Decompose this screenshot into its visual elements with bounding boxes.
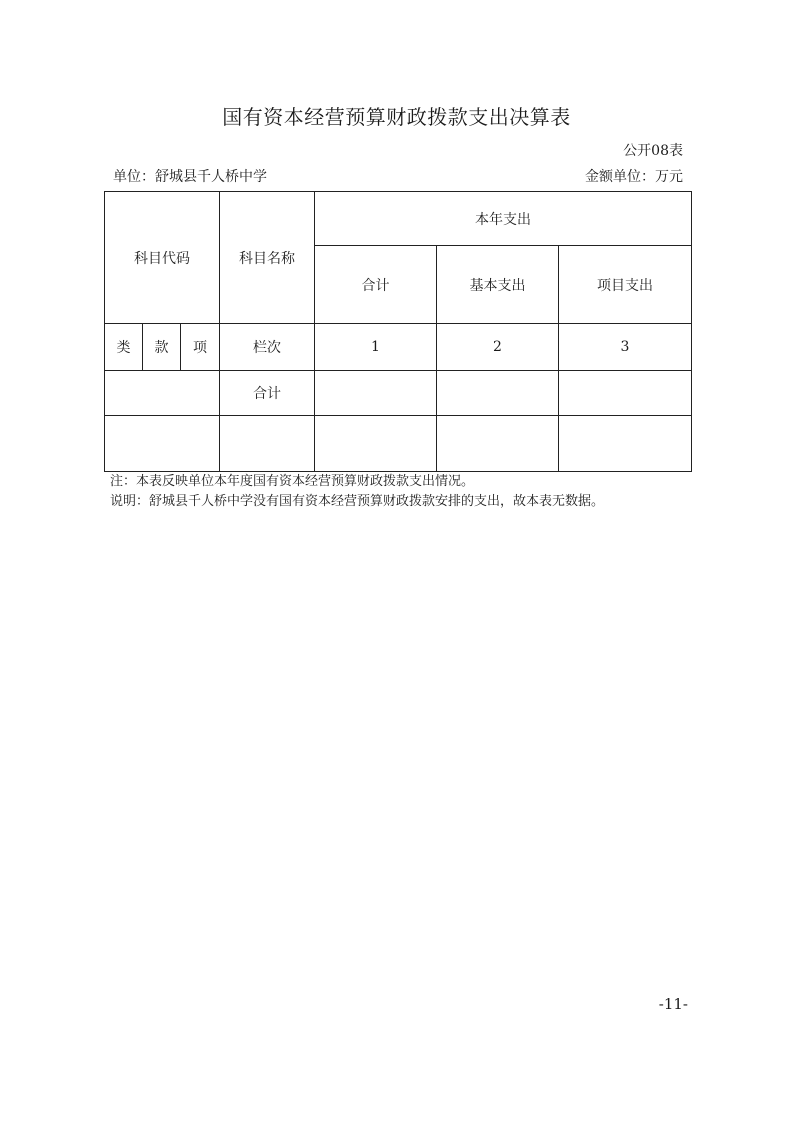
total-header: 合计 [315, 246, 437, 324]
section-header: 款 [143, 324, 181, 371]
subject-name-header: 科目名称 [220, 192, 315, 324]
notes-block [110, 472, 604, 512]
current-year-expense-header: 本年支出 [315, 192, 692, 246]
category-header: 类 [105, 324, 143, 371]
basic-expense-header: 基本支出 [437, 246, 559, 324]
column-number-3: 3 [559, 324, 692, 371]
form-number: 公开08表 [623, 143, 683, 159]
empty-row-basic-cell [437, 416, 559, 472]
empty-row-project-cell [559, 416, 692, 472]
column-number-1: 1 [315, 324, 437, 371]
explanation-text: 说明：舒城县千人桥中学没有国有资本经营预算财政拨款安排的支出，故本表无数据。 [110, 494, 605, 509]
amount-unit-label: 金额单位：万元 [585, 169, 683, 185]
total-row-label: 合计 [220, 371, 315, 416]
unit-label: 单位：舒城县千人桥中学 [113, 169, 267, 185]
total-row-code-cell [105, 371, 220, 416]
project-expense-header: 项目支出 [559, 246, 692, 324]
subject-code-header: 科目代码 [105, 192, 220, 324]
total-row-project-cell [559, 371, 692, 416]
page-number: -11- [658, 995, 688, 1013]
total-row-total-cell [315, 371, 437, 416]
expense-table [104, 191, 692, 472]
column-no-label: 栏次 [220, 324, 315, 371]
table-row [105, 416, 692, 472]
item-header: 项 [181, 324, 220, 371]
table-row [105, 371, 692, 416]
total-row-basic-cell [437, 371, 559, 416]
empty-row-code-cell [105, 416, 220, 472]
empty-row-name-cell [220, 416, 315, 472]
note-text: 注：本表反映单位本年度国有资本经营预算财政拨款支出情况。 [110, 474, 475, 489]
column-number-2: 2 [437, 324, 559, 371]
page-title: 国有资本经营预算财政拨款支出决算表 [222, 105, 571, 129]
empty-row-total-cell [315, 416, 437, 472]
